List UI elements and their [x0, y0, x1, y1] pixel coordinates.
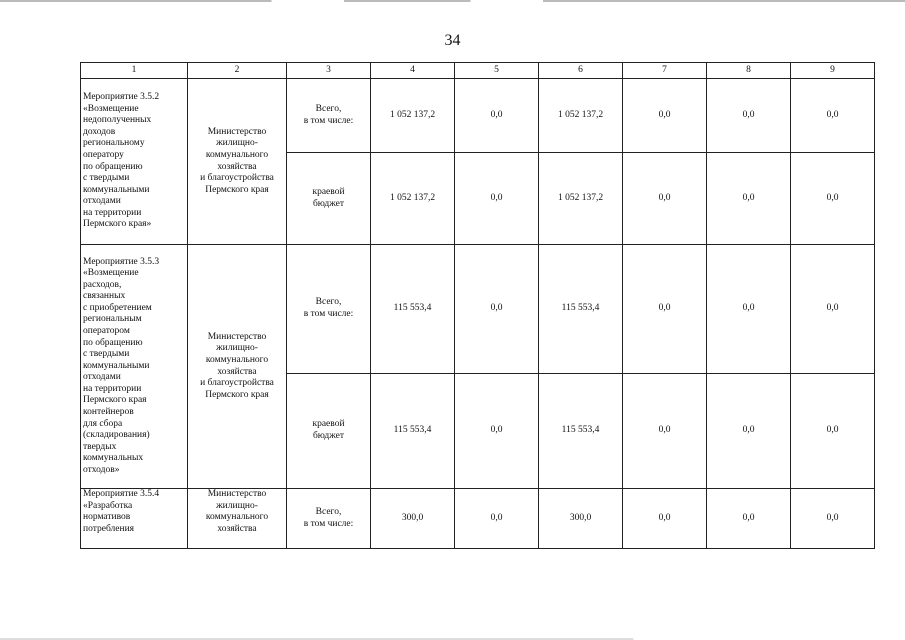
- value-cell: 0,0: [791, 79, 875, 153]
- value-cell: 0,0: [455, 79, 539, 153]
- value-cell: 1 052 137,2: [539, 153, 623, 245]
- value-cell: 1 052 137,2: [371, 153, 455, 245]
- value-cell: 1 052 137,2: [371, 79, 455, 153]
- value-cell: 115 553,4: [539, 374, 623, 489]
- value-cell: 0,0: [707, 79, 791, 153]
- event-cell: Мероприятие 3.5.3 «Возмещение расходов, связанных с приобретением региональным оператором по обращению с твердыми коммунальными отходами на территории Пермского края контейнеров для сбора (складирования) твердых коммунальных отходов»: [81, 245, 188, 489]
- funding-source-cell: краевой бюджет: [287, 374, 371, 489]
- value-cell: 0,0: [623, 153, 707, 245]
- value-cell: 0,0: [707, 153, 791, 245]
- column-header: 5: [455, 63, 539, 79]
- scan-top-edge: [0, 0, 905, 2]
- value-cell: 0,0: [455, 153, 539, 245]
- column-header: 3: [287, 63, 371, 79]
- value-cell: 115 553,4: [371, 374, 455, 489]
- organization-cell: Министерство жилищно- коммунального хозяйства: [188, 489, 287, 549]
- table-row: [81, 79, 875, 153]
- page-number: 34: [444, 32, 461, 49]
- value-cell: 0,0: [707, 489, 791, 549]
- value-cell: 115 553,4: [371, 245, 455, 374]
- value-cell: 0,0: [623, 489, 707, 549]
- organization-cell: Министерство жилищно- коммунального хозяйства и благоустройства Пермского края: [188, 245, 287, 489]
- column-header: 4: [371, 63, 455, 79]
- organization-cell: Министерство жилищно- коммунального хозяйства и благоустройства Пермского края: [188, 79, 287, 245]
- funding-source-cell: краевой бюджет: [287, 153, 371, 245]
- event-cell: Мероприятие 3.5.2 «Возмещение недополученных доходов региональному оператору по обращению с твердыми коммунальными отходами на территории Пермского края»: [81, 79, 188, 245]
- table-row: [81, 245, 875, 374]
- column-header: 9: [791, 63, 875, 79]
- event-cell: Мероприятие 3.5.4 «Разработка нормативов потребления: [81, 489, 188, 549]
- column-header: 7: [623, 63, 707, 79]
- funding-source-cell: Всего, в том числе:: [287, 245, 371, 374]
- value-cell: 115 553,4: [539, 245, 623, 374]
- value-cell: 0,0: [791, 153, 875, 245]
- table-header-row: [81, 63, 875, 79]
- value-cell: 0,0: [707, 374, 791, 489]
- value-cell: 0,0: [623, 79, 707, 153]
- value-cell: 0,0: [791, 374, 875, 489]
- column-header: 1: [81, 63, 188, 79]
- funding-source-cell: Всего, в том числе:: [287, 489, 371, 549]
- value-cell: 0,0: [455, 374, 539, 489]
- value-cell: 0,0: [707, 245, 791, 374]
- value-cell: 300,0: [539, 489, 623, 549]
- value-cell: 0,0: [455, 489, 539, 549]
- column-header: 8: [707, 63, 791, 79]
- column-header: 2: [188, 63, 287, 79]
- funding-source-cell: Всего, в том числе:: [287, 79, 371, 153]
- funding-table: [80, 62, 875, 549]
- value-cell: 0,0: [455, 245, 539, 374]
- value-cell: 0,0: [791, 489, 875, 549]
- value-cell: 300,0: [371, 489, 455, 549]
- table-row: [81, 489, 875, 549]
- value-cell: 0,0: [623, 245, 707, 374]
- column-header: 6: [539, 63, 623, 79]
- value-cell: 0,0: [791, 245, 875, 374]
- value-cell: 0,0: [623, 374, 707, 489]
- value-cell: 1 052 137,2: [539, 79, 623, 153]
